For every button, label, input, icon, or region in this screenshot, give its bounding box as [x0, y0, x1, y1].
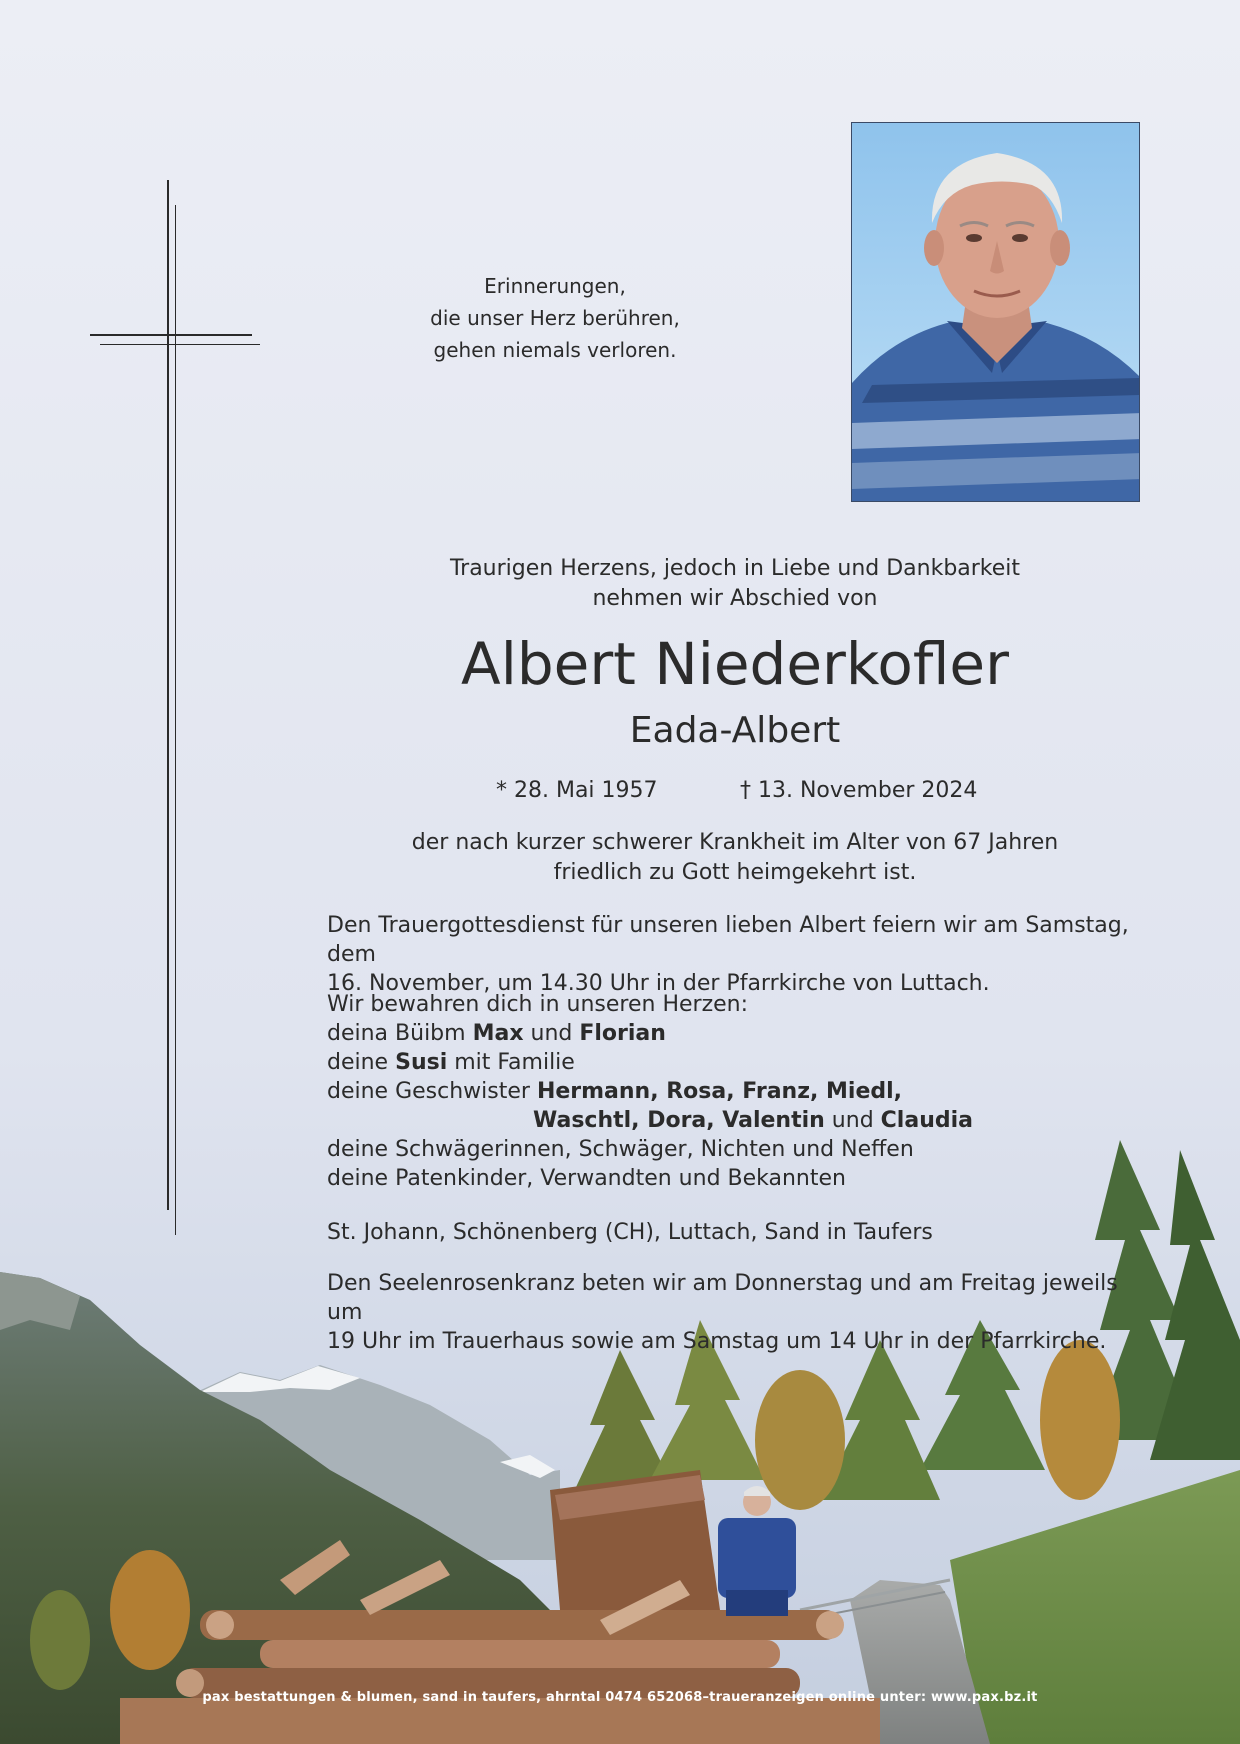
mourners-list: [327, 990, 1157, 1193]
rosary-info: [327, 1269, 1157, 1356]
mourner-name: Waschtl, Dora, Valentin: [533, 1108, 825, 1133]
passing-note: [380, 828, 1090, 888]
motto-line: Erinnerungen,: [484, 274, 626, 298]
portrait-image: [852, 123, 1140, 502]
cross-horizontal-line: [90, 334, 252, 336]
intro-line: Traurigen Herzens, jedoch in Liebe und Dankbarkeit: [449, 556, 1021, 581]
mourners-heading: Wir bewahren dich in unseren Herzen:: [327, 992, 749, 1017]
mourners-line-siblings: [327, 1077, 1157, 1106]
mourners-text: deine Geschwister: [327, 1079, 537, 1104]
mourner-name: Florian: [579, 1021, 666, 1046]
birth-date: * 28. Mai 1957: [496, 778, 658, 803]
mourners-line-partner: [327, 1048, 1157, 1077]
passing-line: friedlich zu Gott heimgekehrt ist.: [553, 860, 917, 885]
passing-line: der nach kurzer schwerer Krankheit im Alter von 67 Jahren: [411, 830, 1059, 855]
motto-line: gehen niemals verloren.: [433, 338, 677, 362]
mourner-name: Hermann, Rosa, Franz, Miedl,: [536, 1079, 903, 1104]
mourners-line-sons: [327, 1019, 1157, 1048]
service-line: Den Trauergottesdienst für unseren lieben Albert feiern wir am Samstag, dem: [327, 913, 1129, 967]
death-date: † 13. November 2024: [740, 778, 978, 803]
portrait-photo: [851, 122, 1140, 502]
mourner-name: Claudia: [880, 1108, 973, 1133]
service-line: 16. November, um 14.30 Uhr in der Pfarrkirche von Luttach.: [327, 971, 990, 996]
mourners-line-inlaws: deine Schwägerinnen, Schwäger, Nichten und Neffen: [327, 1137, 914, 1162]
funeral-service-info: [327, 911, 1157, 998]
mourners-text: deine: [327, 1050, 396, 1075]
mourner-name: Max: [472, 1021, 524, 1046]
mourners-line-siblings-cont: [327, 1106, 1157, 1135]
motto-line: die unser Herz berühren,: [430, 306, 680, 330]
rosary-line: Den Seelenrosenkranz beten wir am Donnerstag und am Freitag jeweils um: [327, 1271, 1118, 1325]
mourners-text: und: [824, 1108, 881, 1133]
intro-line: nehmen wir Abschied von: [592, 586, 878, 611]
places-line: St. Johann, Schönenberg (CH), Luttach, Sand in Taufers: [327, 1220, 933, 1245]
deceased-nickname: Eada-Albert: [629, 710, 841, 751]
mourners-line-godchildren: deine Patenkinder, Verwandten und Bekannten: [327, 1166, 846, 1191]
mourners-text: mit Familie: [447, 1050, 575, 1075]
footer-credit: pax bestattungen & blumen, sand in taufers, ahrntal 0474 652068–traueranzeigen online unter: www.pax.bz.it: [202, 1690, 1038, 1705]
rosary-line: 19 Uhr im Trauerhaus sowie am Samstag um 14 Uhr in der Pfarrkirche.: [327, 1329, 1107, 1354]
cross-horizontal-line-thin: [100, 344, 260, 345]
deceased-name: Albert Niederkofler: [461, 630, 1009, 698]
memorial-motto: [380, 270, 730, 366]
mourners-text: und: [523, 1021, 580, 1046]
farewell-intro: [380, 554, 1090, 614]
mourners-text: deina Büibm: [327, 1021, 473, 1046]
cross-vertical-line-thin: [175, 205, 176, 1235]
mourner-name: Susi: [395, 1050, 448, 1075]
